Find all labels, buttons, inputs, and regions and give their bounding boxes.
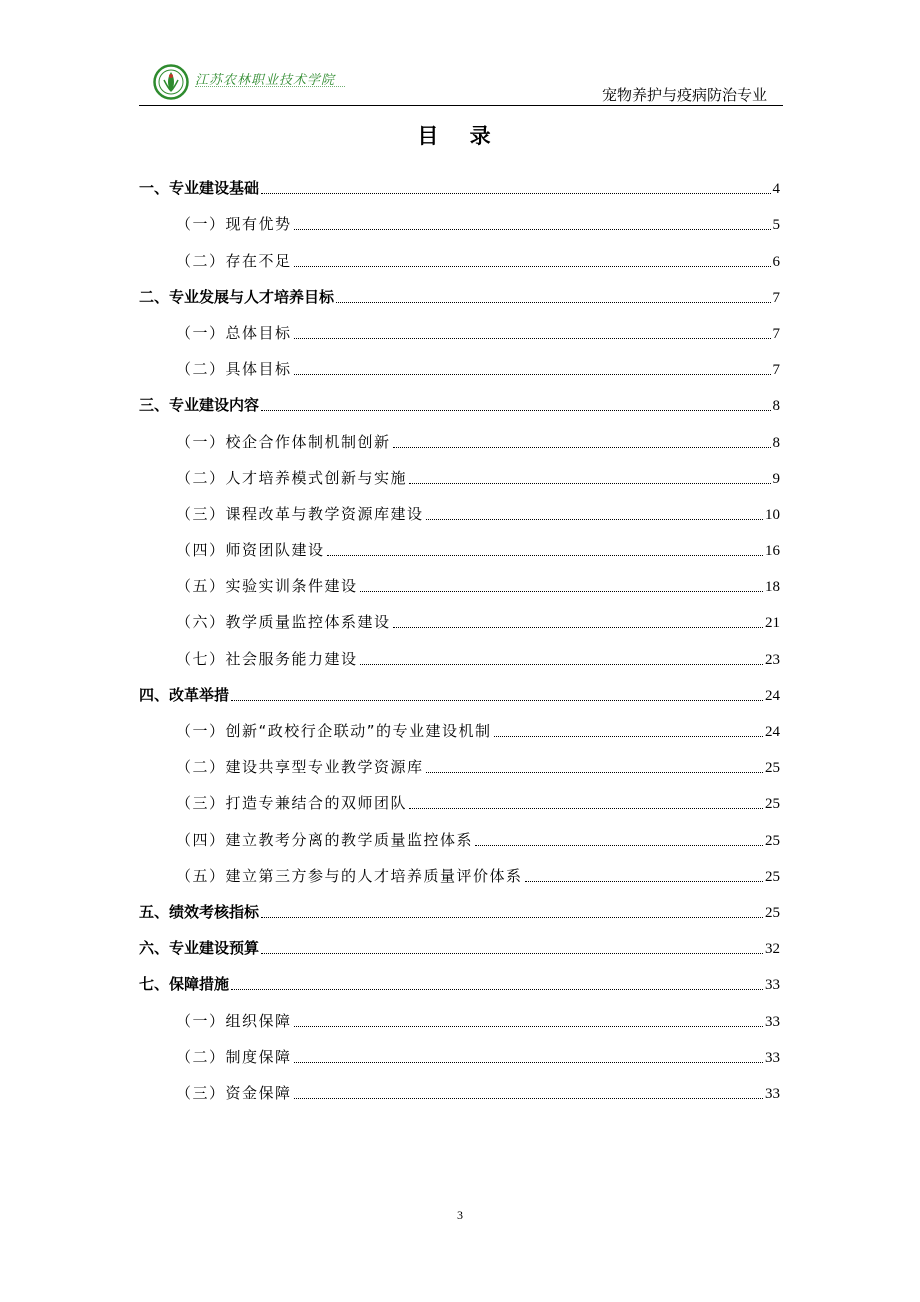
toc-entry-page: 25 [765, 832, 780, 849]
toc-chapter-entry[interactable] [139, 166, 780, 202]
toc-entry-label: （三）课程改革与教学资源库建设 [176, 504, 424, 523]
toc-section-entry[interactable] [139, 998, 780, 1034]
toc-entry-label: （一）校企合作体制机制创新 [176, 432, 391, 451]
toc-dot-leader [294, 374, 771, 375]
toc-entry-label: （五）实验实训条件建设 [176, 577, 358, 596]
toc-entry-label: （二）存在不足 [176, 251, 292, 270]
toc-dot-leader [336, 302, 770, 303]
toc-entry-label: （一）创新“政校行企联动”的专业建设机制 [176, 722, 492, 740]
toc-section-entry[interactable] [139, 347, 780, 383]
toc-entry-page: 6 [772, 253, 780, 270]
toc-entry-label: （七）社会服务能力建设 [176, 649, 358, 668]
toc-entry-page: 7 [772, 325, 780, 342]
toc-dot-leader [393, 627, 763, 628]
school-logo-icon [153, 64, 189, 100]
toc-entry-page: 16 [765, 543, 780, 560]
toc-entry-page: 25 [765, 796, 780, 813]
toc-entry-page: 8 [772, 398, 780, 415]
toc-dot-leader [294, 229, 771, 230]
toc-entry-page: 25 [765, 868, 780, 885]
toc-section-entry[interactable] [139, 492, 780, 528]
toc-entry-page: 24 [765, 687, 780, 704]
toc-entry-page: 5 [772, 217, 780, 234]
toc-entry-label: （六）教学质量监控体系建设 [176, 613, 391, 632]
toc-entry-page: 8 [772, 434, 780, 451]
toc-dot-leader [409, 808, 763, 809]
toc-entry-label: （二）人才培养模式创新与实施 [176, 468, 408, 487]
toc-entry-page: 18 [765, 579, 780, 596]
toc-entry-label: 四、改革举措 [139, 685, 230, 704]
toc-section-entry[interactable] [139, 238, 780, 274]
toc-section-entry[interactable] [139, 636, 780, 672]
toc-section-entry[interactable] [139, 419, 780, 455]
toc-dot-leader [475, 845, 763, 846]
school-name: 江苏农林职业技术学院 [195, 73, 336, 88]
toc-entry-label: 七、保障措施 [139, 975, 230, 994]
toc-chapter-entry[interactable] [139, 962, 780, 998]
toc-section-entry[interactable] [139, 1071, 780, 1107]
toc-section-entry[interactable] [139, 709, 780, 745]
toc-section-entry[interactable] [139, 311, 780, 347]
toc-dot-leader [426, 519, 763, 520]
toc-entry-label: 六、专业建设预算 [139, 939, 260, 958]
school-name-underline [195, 86, 345, 90]
toc-entry-page: 25 [765, 760, 780, 777]
toc-dot-leader [294, 1026, 763, 1027]
toc-entry-page: 4 [772, 181, 780, 198]
toc-entry-page: 33 [765, 1013, 780, 1030]
toc-entry-label: 三、专业建设内容 [139, 396, 260, 415]
toc-dot-leader [525, 881, 763, 882]
toc-entry-page: 32 [765, 941, 780, 958]
toc-dot-leader [261, 917, 763, 918]
toc-entry-label: （二）具体目标 [176, 360, 292, 379]
toc-dot-leader [426, 772, 763, 773]
toc-dot-leader [360, 591, 763, 592]
toc-section-entry[interactable] [139, 600, 780, 636]
toc-entry-label: （四）建立教考分离的教学质量监控体系 [176, 830, 474, 849]
toc-entry-page: 21 [765, 615, 780, 632]
toc-entry-label: 二、专业发展与人才培养目标 [139, 287, 335, 306]
toc-dot-leader [261, 953, 763, 954]
toc-entry-label: （五）建立第三方参与的人才培养质量评价体系 [176, 866, 523, 885]
toc-entry-label: （二）制度保障 [176, 1047, 292, 1066]
toc-entry-label: （一）总体目标 [176, 323, 292, 342]
toc-entry-page: 24 [765, 724, 780, 740]
toc-entry-page: 7 [772, 362, 780, 379]
toc-dot-leader [409, 483, 770, 484]
toc-dot-leader [294, 1098, 763, 1099]
toc-dot-leader [494, 736, 763, 737]
toc-chapter-entry[interactable] [139, 275, 780, 311]
toc-entry-label: （二）建设共享型专业教学资源库 [176, 758, 424, 777]
toc-entry-page: 7 [772, 289, 780, 306]
toc-section-entry[interactable] [139, 528, 780, 564]
toc-chapter-entry[interactable] [139, 890, 780, 926]
toc-section-entry[interactable] [139, 564, 780, 600]
toc-section-entry[interactable] [139, 745, 780, 781]
toc-entry-label: （四）师资团队建设 [176, 541, 325, 560]
toc-entry-page: 10 [765, 506, 780, 523]
toc-entry-page: 33 [765, 977, 780, 994]
toc-entry-page: 25 [765, 904, 780, 921]
toc-title: 目 录 [417, 124, 503, 148]
toc-entry-page: 9 [772, 470, 780, 487]
toc-dot-leader [294, 266, 771, 267]
toc-entry-label: 五、绩效考核指标 [139, 902, 260, 921]
toc-chapter-entry[interactable] [139, 673, 780, 709]
toc-section-entry[interactable] [139, 202, 780, 238]
toc-section-entry[interactable] [139, 817, 780, 853]
toc-dot-leader [327, 555, 763, 556]
toc-chapter-entry[interactable] [139, 926, 780, 962]
toc-entry-label: 一、专业建设基础 [139, 179, 260, 198]
toc-chapter-entry[interactable] [139, 383, 780, 419]
toc-entry-page: 23 [765, 651, 780, 668]
header-rule [139, 105, 783, 106]
table-of-contents [139, 166, 780, 1107]
major-name: 宠物养护与疫病防治专业 [601, 86, 767, 104]
toc-entry-label: （一）组织保障 [176, 1011, 292, 1030]
toc-section-entry[interactable] [139, 456, 780, 492]
toc-dot-leader [231, 989, 763, 990]
toc-dot-leader [360, 664, 763, 665]
toc-entry-page: 33 [765, 1085, 780, 1102]
toc-entry-label: （三）打造专兼结合的双师团队 [176, 794, 408, 813]
page-number: 3 [457, 1208, 463, 1222]
toc-entry-label: （三）资金保障 [176, 1083, 292, 1102]
page-header [139, 60, 783, 106]
toc-section-entry[interactable] [139, 1035, 780, 1071]
toc-section-entry[interactable] [139, 854, 780, 890]
toc-dot-leader [294, 1062, 763, 1063]
toc-entry-label: （一）现有优势 [176, 215, 292, 234]
toc-dot-leader [393, 447, 771, 448]
toc-dot-leader [261, 410, 770, 411]
toc-dot-leader [231, 700, 763, 701]
toc-section-entry[interactable] [139, 781, 780, 817]
toc-dot-leader [261, 193, 770, 194]
toc-entry-page: 33 [765, 1049, 780, 1066]
toc-dot-leader [294, 338, 771, 339]
